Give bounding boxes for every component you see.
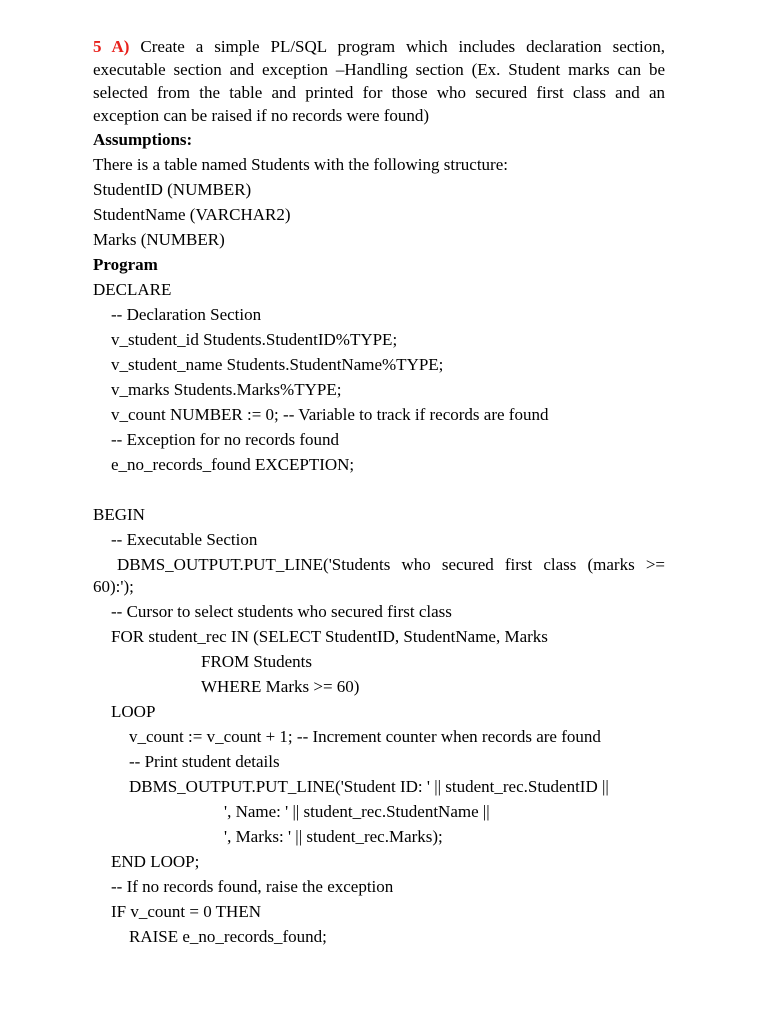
- code-line: -- Cursor to select students who secured first class: [111, 602, 452, 621]
- code-line: -- Print student details: [129, 752, 280, 771]
- code-line: -- Exception for no records found: [111, 430, 340, 449]
- code-declare: DECLARE: [93, 280, 172, 299]
- question-number: 5 A): [93, 37, 130, 56]
- column-studentid: StudentID (NUMBER): [93, 180, 252, 199]
- code-line: DBMS_OUTPUT.PUT_LINE('Student ID: ' || student_rec.StudentID ||: [129, 777, 609, 796]
- code-line: v_marks Students.Marks%TYPE;: [111, 380, 342, 399]
- column-studentname: StudentName (VARCHAR2): [93, 205, 291, 224]
- code-put-line-heading: DBMS_OUTPUT.PUT_LINE('Students who secured first class (marks >= 60):');: [93, 555, 665, 596]
- code-line: v_count := v_count + 1; -- Increment counter when records are found: [129, 727, 601, 746]
- code-line: RAISE e_no_records_found;: [129, 927, 327, 946]
- code-line: ', Marks: ' || student_rec.Marks);: [224, 827, 443, 846]
- column-marks: Marks (NUMBER): [93, 230, 225, 249]
- code-line: FROM Students: [201, 652, 312, 671]
- code-line: v_count NUMBER := 0; -- Variable to track if records are found: [111, 405, 549, 424]
- code-line: -- Executable Section: [111, 530, 258, 549]
- code-line: -- If no records found, raise the exception: [111, 877, 394, 896]
- code-line: LOOP: [111, 702, 156, 721]
- blank-line: [93, 477, 665, 502]
- assumptions-heading: Assumptions:: [93, 130, 193, 149]
- code-line: END LOOP;: [111, 852, 200, 871]
- code-line: -- Declaration Section: [111, 305, 262, 324]
- code-line: e_no_records_found EXCEPTION;: [111, 455, 355, 474]
- question-paragraph: [93, 35, 665, 127]
- document-page: [93, 35, 665, 949]
- code-begin: BEGIN: [93, 505, 145, 524]
- code-line: v_student_id Students.StudentID%TYPE;: [111, 330, 398, 349]
- assumptions-intro: There is a table named Students with the following structure:: [93, 155, 508, 174]
- program-heading: Program: [93, 255, 158, 274]
- code-line: ', Name: ' || student_rec.StudentName ||: [224, 802, 490, 821]
- code-line: v_student_name Students.StudentName%TYPE;: [111, 355, 444, 374]
- code-line: FOR student_rec IN (SELECT StudentID, StudentName, Marks: [111, 627, 548, 646]
- code-line: WHERE Marks >= 60): [201, 677, 360, 696]
- code-line: IF v_count = 0 THEN: [111, 902, 261, 921]
- question-text: Create a simple PL/SQL program which includes declaration section, executable section and exception –Handling section (Ex. Student marks can be selected from the table and printed for those who secured first class and an exception can be raised if no records were found): [93, 37, 665, 125]
